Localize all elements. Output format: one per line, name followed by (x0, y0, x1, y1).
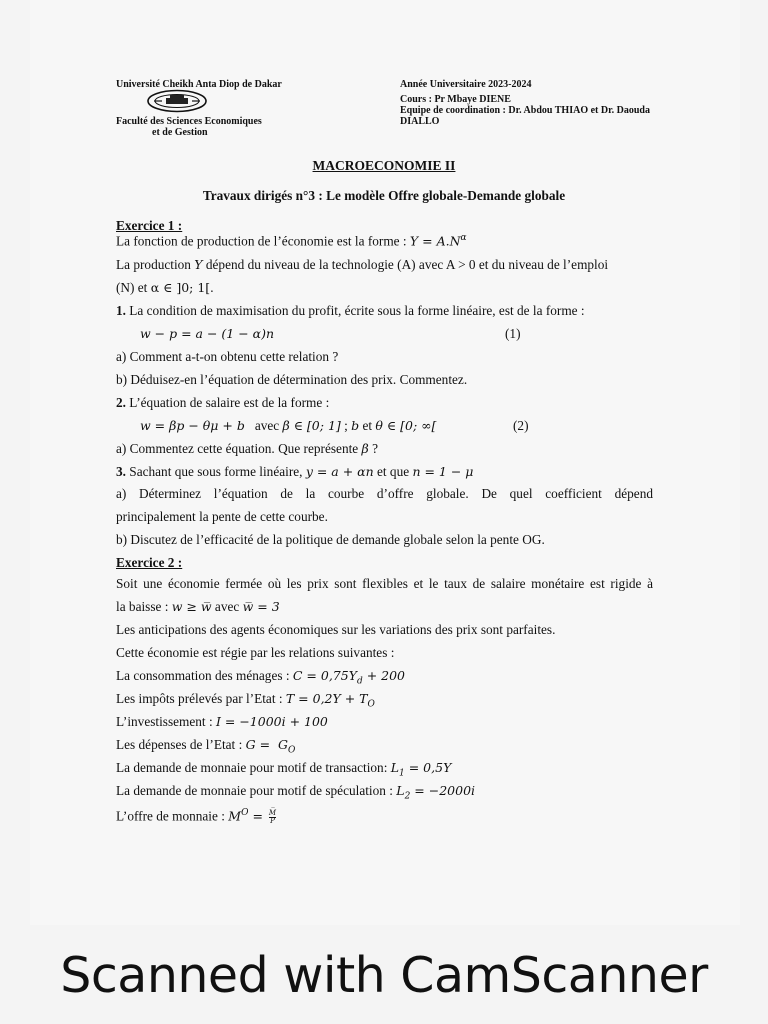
university-logo (146, 89, 208, 113)
ex1-q2a: a) Commentez cette équation. Que représente β ? (116, 441, 378, 456)
exercise1-heading: Exercice 1 : (116, 218, 183, 233)
ex1-question3: 3. Sachant que sous forme linéaire, y = a + αn et que n = 1 − μ (116, 464, 474, 479)
coordination-team-line1: Equipe de coordination : Dr. Abdou THIAO et Dr. Daouda (400, 105, 650, 116)
ex1-question1: 1. La condition de maximisation du profit, écrite sous la forme linéaire, est de la forme : (116, 303, 585, 318)
course-teacher: Cours : Pr Mbaye DIENE (400, 94, 511, 105)
camscanner-watermark: Scanned with CamScanner (60, 947, 708, 1004)
ex1-equation2: w = βp − θμ + b avec β ∈ [0; 1] ; b et θ ∈ [0; ∞[ (140, 418, 437, 433)
ex2-government-spending: Les dépenses de l’Etat : $G = G_O$ (116, 737, 296, 756)
money-supply-fraction: $\frac{M̅}{P}$ (268, 808, 277, 825)
ex1-production-desc: La production Y dépend du niveau de la technologie (A) avec A > 0 et du niveau de l’emploi (116, 257, 609, 272)
exercise2-heading: Exercice 2 : (116, 555, 183, 570)
ex1-alpha-range: (N) et α ∈ ]0; 1[. (116, 280, 214, 295)
ex2-transaction-money-demand: La demande de monnaie pour motif de transaction: $L_1 = 0,5Y$ (116, 760, 452, 779)
ex1-q3b: b) Discutez de l’efficacité de la politique de demande globale selon la pente OG. (116, 532, 545, 547)
academic-year: Année Universitaire 2023-2024 (400, 79, 532, 90)
ex2-anticipations: Les anticipations des agents économiques sur les variations des prix sont parfaites. (116, 622, 556, 637)
ex2-wage-rigidity: la baisse : w ≥ w̅ avec w̅ = 3 (116, 599, 280, 614)
university-name: Université Cheikh Anta Diop de Dakar (116, 79, 282, 90)
ex2-taxes: Les impôts prélevés par l’Etat : $T = 0,2Y + T_O$ (116, 691, 375, 710)
faculty-line1: Faculté des Sciences Economiques (116, 116, 262, 127)
faculty-line2: et de Gestion (152, 127, 208, 138)
coordination-team-line2: DIALLO (400, 116, 440, 127)
ex2-intro-line1: Soit une économie fermée où les prix sont flexibles et le taux de salaire monétaire est rigide à (116, 576, 653, 591)
ex1-production-function: La fonction de production de l’économie est la forme : $Y = A.N^\alpha$ (116, 233, 467, 249)
ex1-q1a: a) Comment a-t-on obtenu cette relation ? (116, 349, 339, 364)
ex2-investment: L’investissement : I = −1000i + 100 (116, 714, 328, 729)
ex1-equation2-tag: (2) (513, 418, 529, 433)
ex1-q3a: a) Déterminez l’équation de la courbe d’offre globale. De quel coefficient dépend (116, 486, 653, 501)
ex2-speculation-money-demand: La demande de monnaie pour motif de spéculation : $L_2 = -2000i$ (116, 783, 476, 802)
ex1-q3a-cont: principalement la pente de cette courbe. (116, 509, 328, 524)
ex1-question2: 2. L’équation de salaire est de la forme : (116, 395, 330, 410)
ex2-relations-intro: Cette économie est régie par les relations suivantes : (116, 645, 395, 660)
ex1-q1b: b) Déduisez-en l’équation de détermination des prix. Commentez. (116, 372, 468, 387)
ex1-equation1-tag: (1) (505, 326, 521, 341)
ex1-equation1: w − p = a − (1 − α)n (140, 326, 275, 341)
document-title: MACROECONOMIE II (312, 158, 456, 173)
document-subtitle: Travaux dirigés n°3 : Le modèle Offre globale-Demande globale (202, 188, 566, 203)
ex2-consumption: La consommation des ménages : $C = 0,75Y_d + 200$ (116, 668, 406, 687)
ex2-money-supply: L’offre de monnaie : $M^O$ = $\frac{M̅}{P}$ (116, 808, 277, 825)
